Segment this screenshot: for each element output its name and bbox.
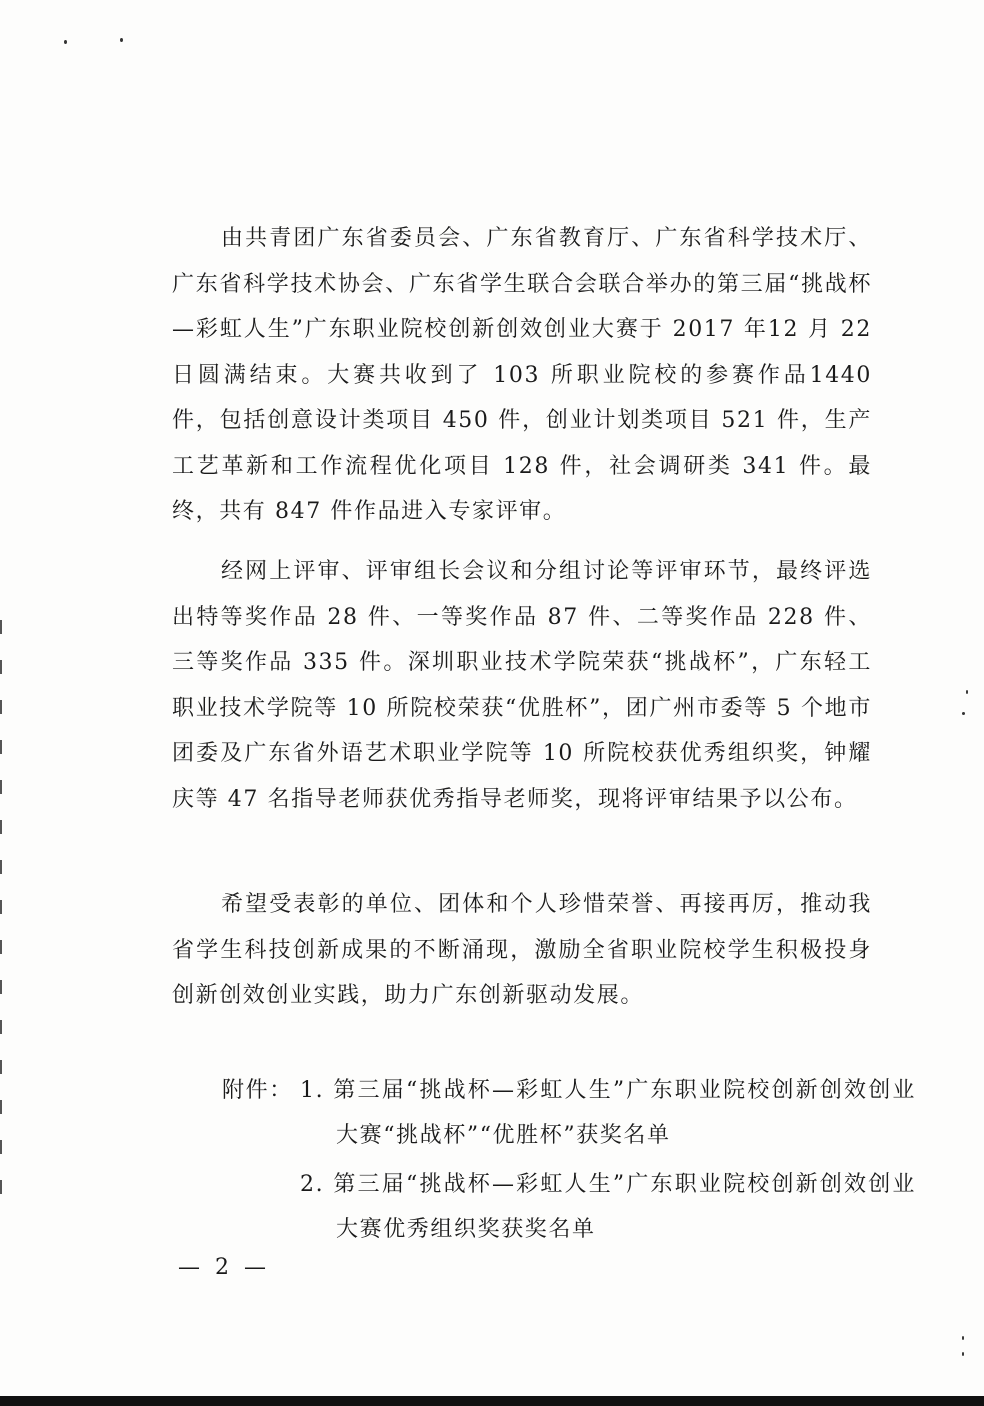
- scan-speck: [962, 1352, 964, 1356]
- body-paragraph-3: 希望受表彰的单位、团体和个人珍惜荣誉、再接再厉，推动我省学生科技创新成果的不断涌现，激励全省职业院校学生积极投身创新创效创业实践，助力广东创新驱动发展。: [172, 892, 872, 1008]
- page-number: — 2 —: [178, 1255, 270, 1280]
- scan-speck: [962, 712, 965, 715]
- scan-speck: [120, 38, 123, 42]
- scan-edge-artifact: [0, 620, 2, 1220]
- scan-speck: [966, 690, 968, 694]
- scan-bottom-edge: [0, 1396, 984, 1406]
- attachments-label: 附件：: [222, 1078, 293, 1103]
- attachment-item-1: 1. 第三届“挑战杯—彩虹人生”广东职业院校创新创效创业大赛“挑战杯”“优胜杯”获奖名单: [300, 1078, 916, 1148]
- body-paragraph-1: 由共青团广东省委员会、广东省教育厅、广东省科学技术厅、广东省科学技术协会、广东省学生联合会联合举办的第三届“挑战杯—彩虹人生”广东职业院校创新创效创业大赛于 2017 年12 月 22 日圆满结束。大赛共收到了 103 所职业院校的参赛作品1440 件，包括创意设计类项目 450 件，创业计划类项目 521 件，生产工艺革新和工作流程优化项目 128 件，社会调研类 341 件。最终，共有 847 件作品进入专家评审。: [172, 226, 872, 524]
- scan-speck: [962, 1336, 964, 1340]
- attachment-item-2: 2. 第三届“挑战杯—彩虹人生”广东职业院校创新创效创业大赛优秀组织奖获奖名单: [300, 1172, 916, 1242]
- scan-speck: [64, 40, 67, 44]
- body-paragraph-2: 经网上评审、评审组长会议和分组讨论等评审环节，最终评选出特等奖作品 28 件、一等奖作品 87 件、二等奖作品 228 件、三等奖作品 335 件。深圳职业技术学院荣获“挑战杯”，广东轻工职业技术学院等 10 所院校荣获“优胜杯”，团广州市委等 5 个地市团委及广东省外语艺术职业学院等 10 所院校获优秀组织奖，钟耀庆等 47 名指导老师获优秀指导老师奖，现将评审结果予以公布。: [172, 559, 872, 812]
